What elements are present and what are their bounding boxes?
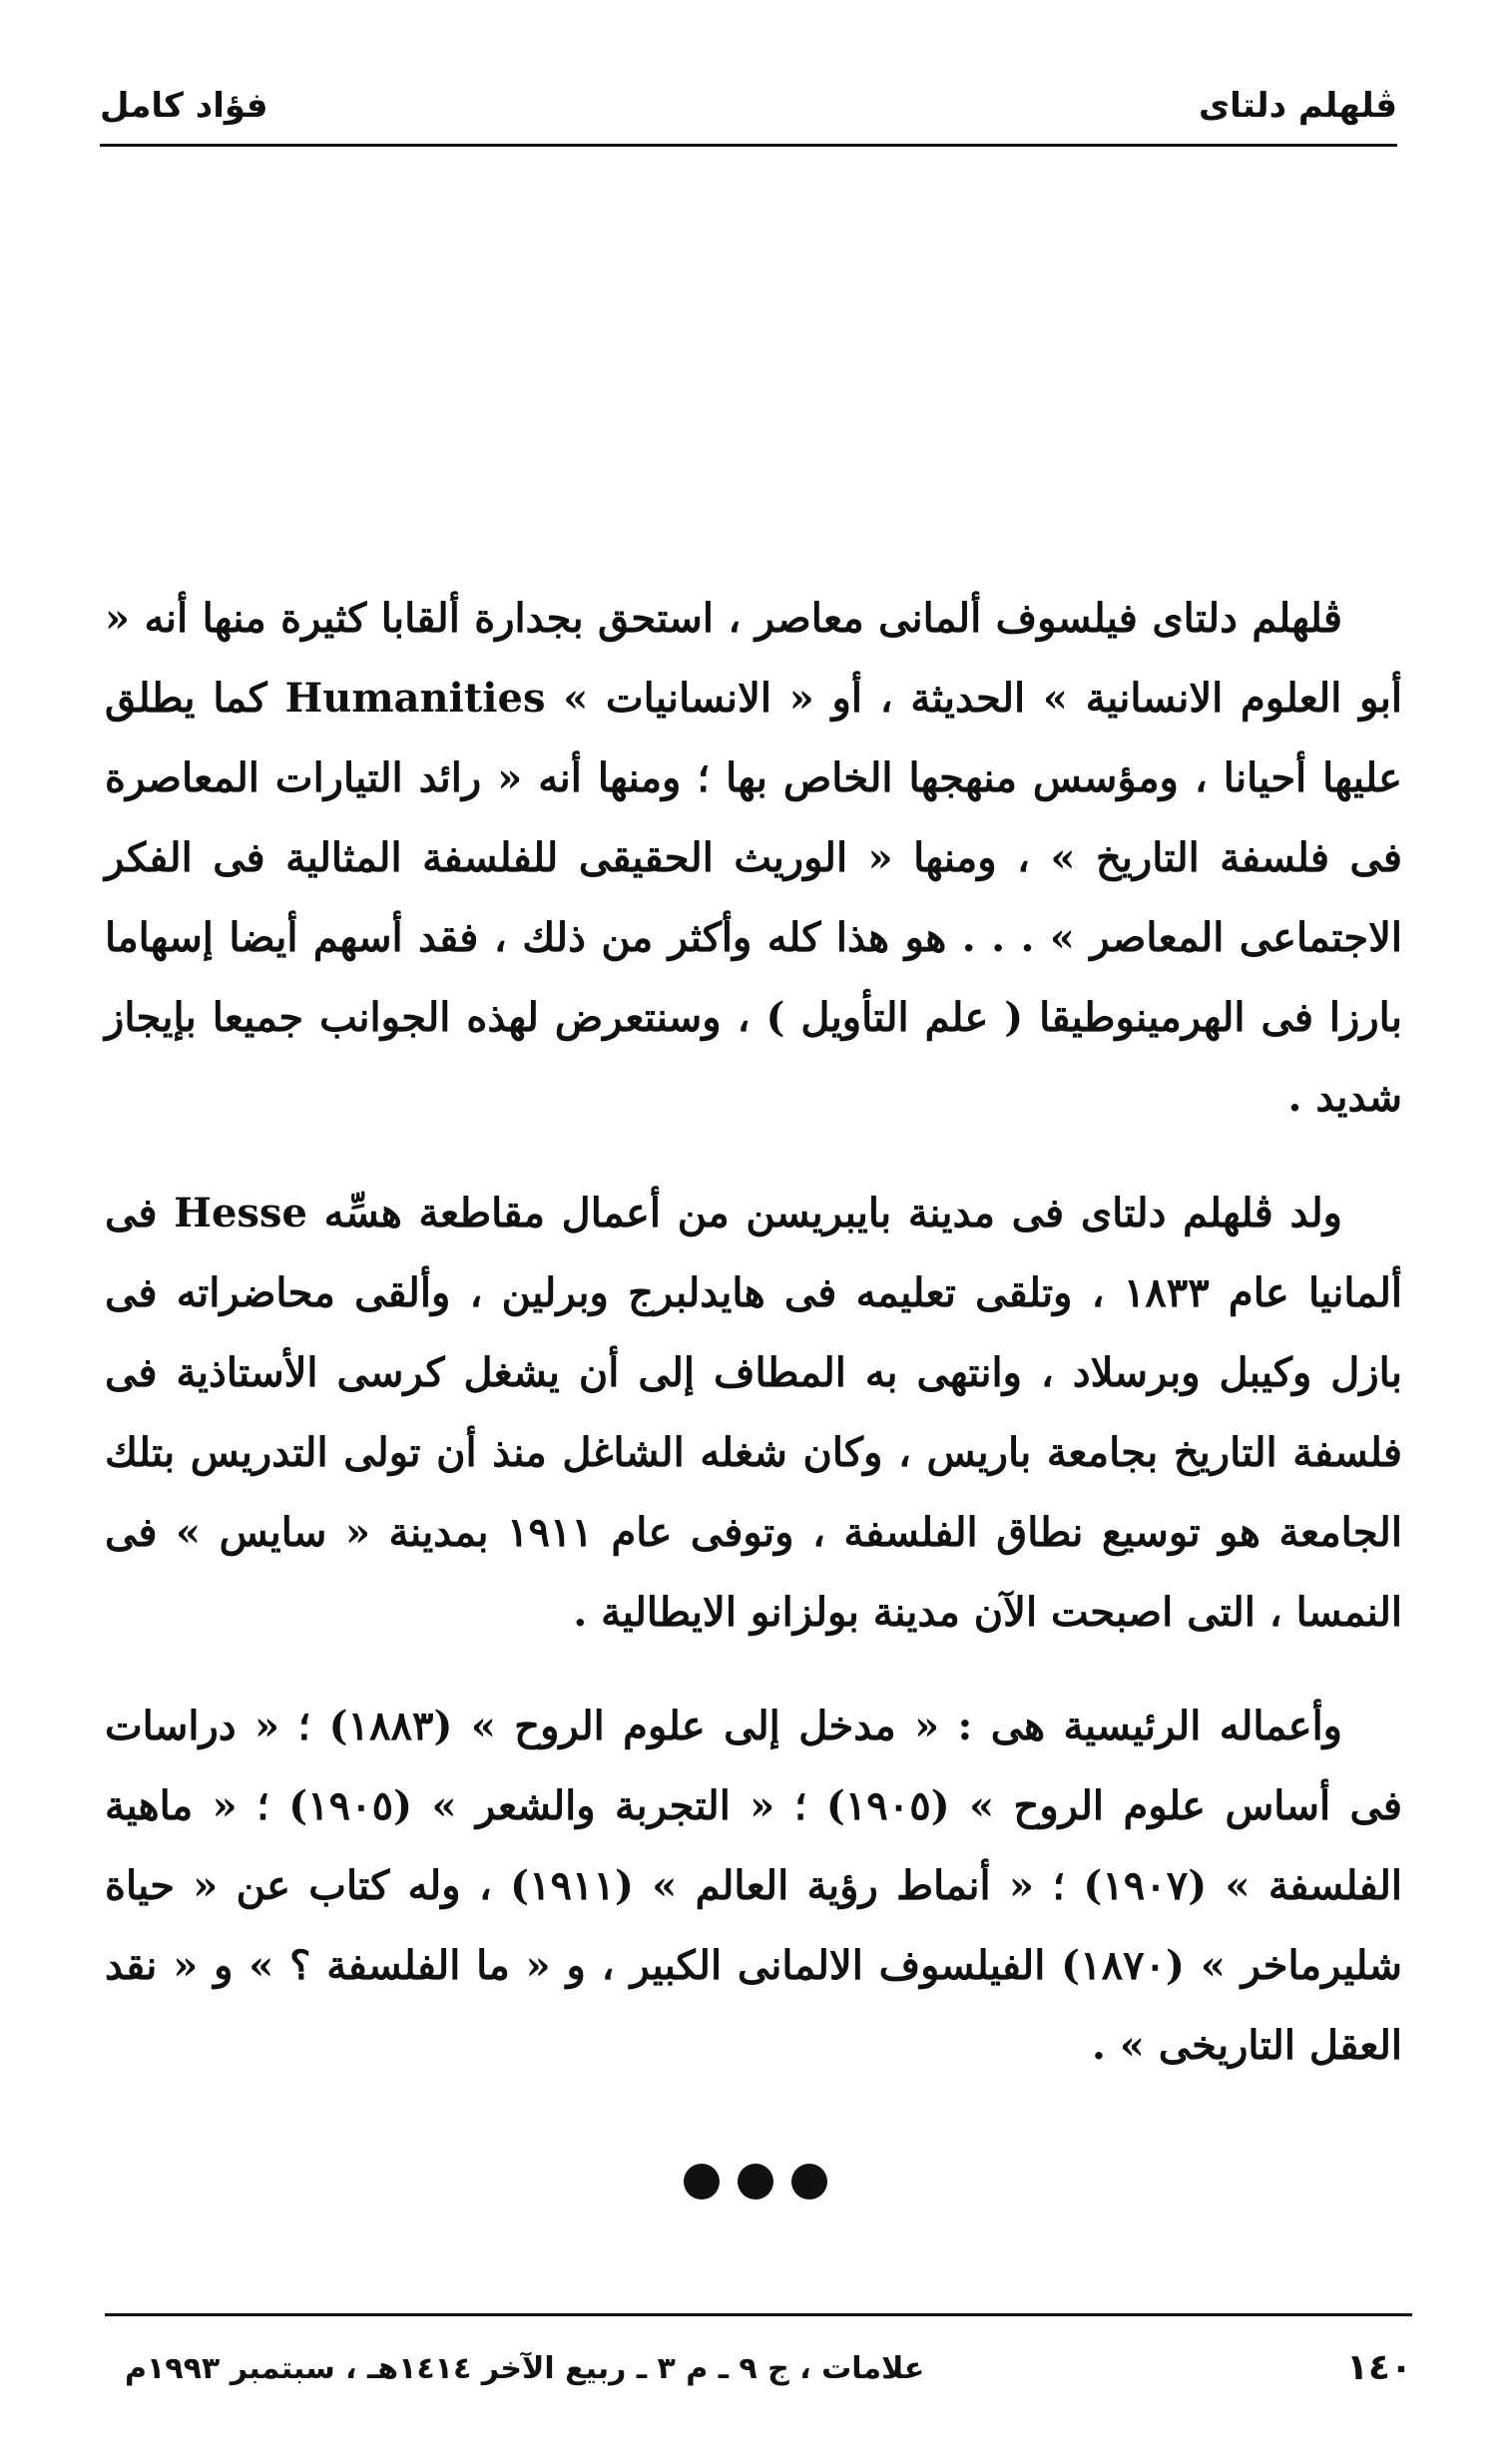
- ornament-dot: [738, 2164, 773, 2200]
- header-author: فؤاد كامل: [100, 86, 268, 126]
- page-number: ١٤٠: [1346, 2347, 1412, 2388]
- paragraph-intro: ڤلهلم دلتاى فيلسوف ألمانى معاصر ، استحق بجدارة ألقابا كثيرة منها أنه « أبو العلوم الانسانية » الحديثة ، أو « الانسانيات » Humanities كما يطلق عليها أحيانا ، ومؤسس منهجها الخاص بها ؛ ومنها أنه « رائد التيارات المعاصرة فى فلسفة التاريخ » ، ومنها « الوريث الحقيقى للفلسفة المثالية فى الفكر الاجتماعى المعاصر » . . . هو هذا كله وأكثر من ذلك ، فقد أسهم أيضا إسهاما بارزا فى الهرمينوطيقا ( علم التأويل ) ، وسنتعرض لهذه الجوانب جميعا بإيجاز شديد .: [105, 595, 1402, 1121]
- footer-journal-citation: علامات ، ج ٩ ـ م ٣ ـ ربيع الآخر ١٤١٤هـ ، سبتمبر ١٩٩٣م: [125, 2351, 925, 2386]
- header-rule: [100, 144, 1397, 147]
- ornament-dot: [684, 2164, 720, 2200]
- paragraph-works: وأعماله الرئيسية هى : « مدخل إلى علوم الروح » (١٨٨٣) ؛ « دراسات فى أساس علوم الروح » (١٩٠٥) ؛ « التجربة والشعر » (١٩٠٥) ؛ « ماهية الفلسفة » (١٩٠٧) ؛ « أنماط رؤية العالم » (١٩١١) ، وله كتاب عن « حياة شليرماخر » (١٨٧٠) الفيلسوف الالمانى الكبير ، و « ما الفلسفة ؟ » و « نقد العقل التاريخى » .: [105, 1703, 1402, 2069]
- section-end-ornament: [0, 2164, 1511, 2214]
- running-header: [100, 78, 1397, 148]
- ornament-dot: [791, 2164, 827, 2200]
- footer-rule: [105, 2313, 1412, 2316]
- header-title: ڤلهلم دلتاى: [1199, 86, 1397, 126]
- running-footer: [105, 2313, 1412, 2423]
- paragraph-biography: ولد ڤلهلم دلتاى فى مدينة بايبريسن من أعمال مقاطعة هسِّه Hesse فى ألمانيا عام ١٨٣٣ ، وتلقى تعليمه فى هايدلبرج وبرلين ، وألقى محاضراته فى بازل وكيبل وبرسلاد ، وانتهى به المطاف إلى أن يشغل كرسى الأستاذية فى فلسفة التاريخ بجامعة باريس ، وكان شغله الشاغل منذ أن تولى التدريس بتلك الجامعة هو توسيع نطاق الفلسفة ، وتوفى عام ١٩١١ بمدينة « سايس » فى النمسا ، التى اصبحت الآن مدينة بولزانو الايطالية .: [105, 1190, 1402, 1636]
- body-text: [105, 579, 1402, 2086]
